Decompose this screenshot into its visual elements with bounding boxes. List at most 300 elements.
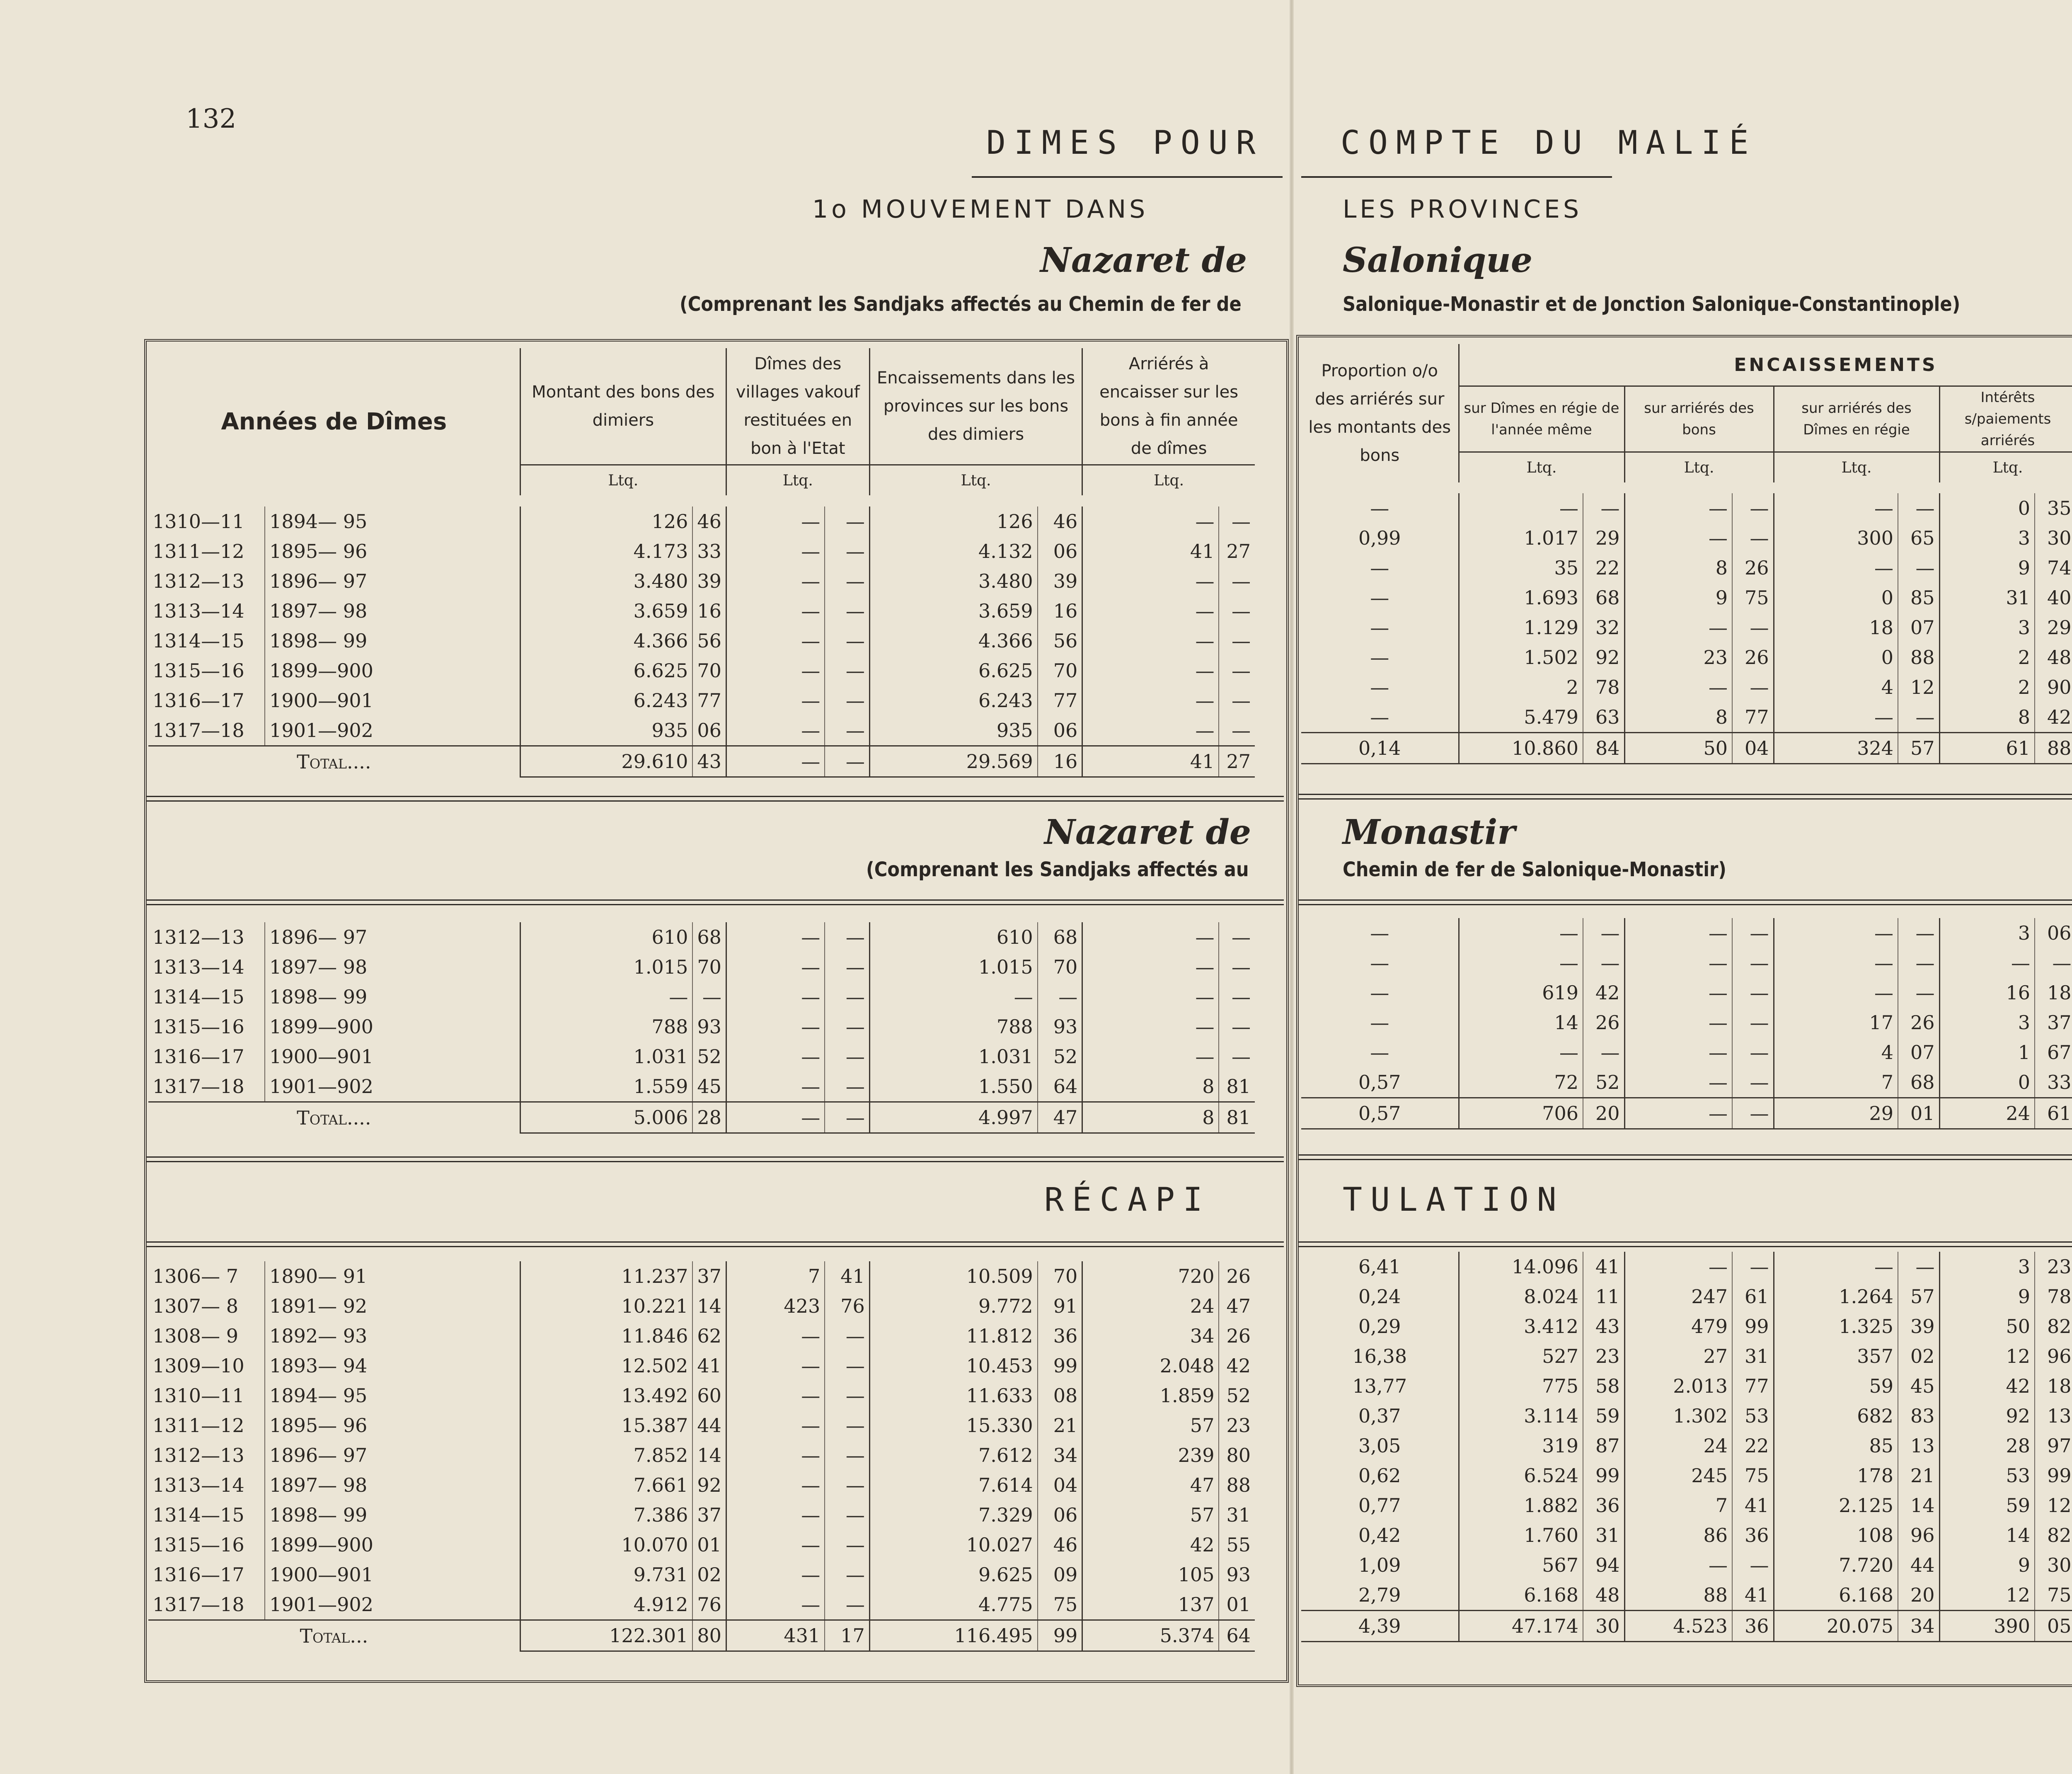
encaissement-ltq: 15.330 — [869, 1410, 1037, 1440]
arriere-pias: 88 — [1219, 1470, 1255, 1500]
arriere-pias: — — [1219, 982, 1255, 1012]
vakouf-ltq: — — [726, 1321, 825, 1351]
encaissement-ltq: 935 — [869, 715, 1037, 746]
encaissement-ltq: 1.015 — [869, 952, 1037, 982]
arriere-ltq: 34 — [1082, 1321, 1219, 1351]
vakouf-pias: — — [825, 922, 869, 952]
arriere-pias: 47 — [1219, 1291, 1255, 1321]
sur-dimes-ltq: — — [1459, 493, 1583, 523]
montant-pias: 16 — [692, 596, 726, 626]
table-row — [148, 1470, 1255, 1500]
interets-pias: 40 — [2035, 583, 2072, 613]
sur-dimes-pias: 32 — [1583, 613, 1624, 642]
arriere-total-pias: 64 — [1219, 1620, 1255, 1651]
sur-dimes-ltq: — — [1459, 1037, 1583, 1067]
sur-arrieres-dimes-total-pias: 01 — [1898, 1098, 1939, 1129]
encaissement-pias: — — [1038, 982, 1082, 1012]
unit-sur-arrieres-bons: Ltq. — [1624, 452, 1774, 483]
montant-ltq: 1.559 — [520, 1071, 692, 1102]
encaissement-pias: 70 — [1038, 1261, 1082, 1291]
montant-pias: — — [692, 982, 726, 1012]
interets-ltq: 3 — [1939, 523, 2035, 553]
gregorian-year: 1900—901 — [265, 686, 520, 715]
encaissement-pias: 16 — [1038, 596, 1082, 626]
hegira-year: 1316—17 — [152, 689, 244, 712]
interets-pias: 06 — [2035, 918, 2072, 948]
sur-dimes-pias: — — [1583, 493, 1624, 523]
interets-pias: 30 — [2035, 523, 2072, 553]
gregorian-year: 1897— 98 — [265, 952, 520, 982]
arriere-pias: — — [1219, 1042, 1255, 1071]
sur-arrieres-bons-pias: 53 — [1732, 1401, 1774, 1431]
divider-1-left — [147, 796, 1284, 802]
sur-arrieres-dimes-ltq: 17 — [1774, 1008, 1898, 1037]
table-row — [148, 1291, 1255, 1321]
montant-pias: 41 — [692, 1351, 726, 1381]
sur-arrieres-bons-ltq: 23 — [1624, 642, 1732, 672]
subtitle-left: 1o MOUVEMENT DANS — [812, 195, 1149, 224]
encaissement-ltq: 9.772 — [869, 1291, 1037, 1321]
encaissement-ltq: 1.550 — [869, 1071, 1037, 1102]
unit-encaissements: Ltq. — [869, 465, 1082, 496]
arriere-total-ltq: 5.374 — [1082, 1620, 1219, 1651]
montant-ltq: 935 — [520, 715, 692, 746]
montant-pias: 45 — [692, 1071, 726, 1102]
montant-ltq: 7.852 — [520, 1440, 692, 1470]
interets-pias: 74 — [2035, 553, 2072, 583]
sur-dimes-pias: — — [1583, 918, 1624, 948]
montant-pias: 56 — [692, 626, 726, 656]
table-row — [148, 1410, 1255, 1440]
sur-arrieres-bons-ltq: — — [1624, 493, 1732, 523]
sur-dimes-ltq: 1.017 — [1459, 523, 1583, 553]
vakouf-pias: — — [825, 1470, 869, 1500]
gregorian-year: 1896— 97 — [265, 1440, 520, 1470]
arriere-pias: — — [1219, 656, 1255, 686]
arriere-pias: 81 — [1219, 1071, 1255, 1102]
sur-arrieres-bons-pias: — — [1732, 948, 1774, 978]
arriere-pias: — — [1219, 686, 1255, 715]
arriere-ltq: — — [1082, 596, 1219, 626]
sur-arrieres-bons-pias: 99 — [1732, 1311, 1774, 1341]
sur-arrieres-bons-ltq: 479 — [1624, 1311, 1732, 1341]
hegira-year: 1313—14 — [152, 956, 244, 978]
table-row — [1301, 1431, 2072, 1461]
sur-arrieres-dimes-pias: 83 — [1898, 1401, 1939, 1431]
sur-arrieres-dimes-ltq: 0 — [1774, 583, 1898, 613]
montant-ltq: 13.492 — [520, 1381, 692, 1410]
gregorian-year: 1899—900 — [265, 1012, 520, 1042]
sur-dimes-pias: 92 — [1583, 642, 1624, 672]
sur-arrieres-bons-ltq: — — [1624, 523, 1732, 553]
table-row — [148, 536, 1255, 566]
sur-arrieres-bons-pias: 31 — [1732, 1341, 1774, 1371]
montant-ltq: 11.237 — [520, 1261, 692, 1291]
gregorian-year: 1891— 92 — [265, 1291, 520, 1321]
encaissement-ltq: 4.366 — [869, 626, 1037, 656]
sur-arrieres-dimes-pias: 13 — [1898, 1431, 1939, 1461]
hegira-year: 1312—13 — [152, 926, 244, 948]
vakouf-ltq: — — [726, 1410, 825, 1440]
table-row — [148, 1440, 1255, 1470]
arriere-ltq: 57 — [1082, 1410, 1219, 1440]
encaissement-ltq: 11.812 — [869, 1321, 1037, 1351]
interets-ltq: 9 — [1939, 553, 2035, 583]
sur-arrieres-dimes-ltq: — — [1774, 978, 1898, 1008]
montant-pias: 33 — [692, 536, 726, 566]
interets-ltq: 9 — [1939, 1550, 2035, 1580]
interets-pias: 42 — [2035, 702, 2072, 733]
proportion: — — [1370, 952, 1389, 974]
title-rule-right — [1301, 176, 1612, 178]
vakouf-total-ltq: — — [726, 746, 825, 777]
interets-pias: 82 — [2035, 1520, 2072, 1550]
table-row — [1301, 1037, 2072, 1067]
hegira-year: 1312—13 — [152, 1444, 244, 1466]
sur-dimes-pias: 63 — [1583, 702, 1624, 733]
sur-dimes-pias: 41 — [1583, 1252, 1624, 1282]
sur-dimes-pias: 11 — [1583, 1282, 1624, 1311]
sur-dimes-ltq: 1.502 — [1459, 642, 1583, 672]
interets-ltq: 31 — [1939, 583, 2035, 613]
sur-dimes-ltq: 567 — [1459, 1550, 1583, 1580]
montant-pias: 44 — [692, 1410, 726, 1440]
sur-arrieres-bons-ltq: 247 — [1624, 1282, 1732, 1311]
montant-ltq: 3.480 — [520, 566, 692, 596]
sur-dimes-pias: 48 — [1583, 1580, 1624, 1611]
table-row — [148, 715, 1255, 746]
arriere-total-ltq: 8 — [1082, 1102, 1219, 1133]
sur-arrieres-dimes-pias: — — [1898, 978, 1939, 1008]
sur-arrieres-dimes-pias: 57 — [1898, 1282, 1939, 1311]
sur-arrieres-bons-ltq: — — [1624, 948, 1732, 978]
sur-arrieres-dimes-pias: 44 — [1898, 1550, 1939, 1580]
encaissement-ltq: 7.614 — [869, 1470, 1037, 1500]
vakouf-pias: — — [825, 982, 869, 1012]
hegira-year: 1315—16 — [152, 1015, 244, 1038]
sur-dimes-ltq: 619 — [1459, 978, 1583, 1008]
sur-arrieres-dimes-total-pias: 34 — [1898, 1611, 1939, 1642]
sur-dimes-pias: — — [1583, 1037, 1624, 1067]
sur-arrieres-dimes-pias: 20 — [1898, 1580, 1939, 1611]
arriere-ltq: 2.048 — [1082, 1351, 1219, 1381]
monastir-note-right: Chemin de fer de Salonique-Monastir) — [1343, 858, 1727, 881]
encaissement-pias: 52 — [1038, 1042, 1082, 1071]
gregorian-year: 1898— 99 — [265, 626, 520, 656]
hegira-year: 1309—10 — [152, 1355, 244, 1377]
table-row — [1301, 1341, 2072, 1371]
interets-ltq: 12 — [1939, 1341, 2035, 1371]
proportion: 0,37 — [1358, 1405, 1401, 1427]
salonique-right-table — [1301, 493, 2072, 764]
sur-arrieres-bons-ltq: 8 — [1624, 702, 1732, 733]
arriere-ltq: — — [1082, 566, 1219, 596]
sur-dimes-pias: 26 — [1583, 1008, 1624, 1037]
sur-arrieres-bons-pias: 26 — [1732, 642, 1774, 672]
arriere-ltq: 239 — [1082, 1440, 1219, 1470]
table-row — [1301, 1371, 2072, 1401]
encaissement-ltq: 10.453 — [869, 1351, 1037, 1381]
sur-arrieres-dimes-pias: 07 — [1898, 1037, 1939, 1067]
sur-arrieres-dimes-ltq: 682 — [1774, 1401, 1898, 1431]
salonique-left-table — [148, 507, 1255, 778]
hegira-year: 1308— 9 — [152, 1325, 238, 1347]
sur-arrieres-bons-ltq: — — [1624, 1008, 1732, 1037]
gregorian-year: 1897— 98 — [265, 596, 520, 626]
arriere-ltq: 137 — [1082, 1590, 1219, 1620]
table-row — [148, 656, 1255, 686]
sur-dimes-pias: 68 — [1583, 583, 1624, 613]
sur-dimes-pias: 31 — [1583, 1520, 1624, 1550]
table-row — [148, 982, 1255, 1012]
sur-arrieres-dimes-pias: — — [1898, 553, 1939, 583]
vakouf-total-pias: — — [825, 746, 869, 777]
encaissement-pias: 77 — [1038, 686, 1082, 715]
table-row — [1301, 1252, 2072, 1282]
sur-dimes-pias: 58 — [1583, 1371, 1624, 1401]
montant-total-pias: 80 — [692, 1620, 726, 1651]
arriere-ltq: 8 — [1082, 1071, 1219, 1102]
arriere-ltq: — — [1082, 952, 1219, 982]
sur-arrieres-bons-total-ltq: 50 — [1624, 733, 1732, 764]
gregorian-year: 1894— 95 — [265, 1381, 520, 1410]
arriere-ltq: 105 — [1082, 1560, 1219, 1590]
sur-arrieres-dimes-total-ltq: 324 — [1774, 733, 1898, 764]
encaissement-pias: 70 — [1038, 656, 1082, 686]
gregorian-year: 1899—900 — [265, 1530, 520, 1560]
encaissement-pias: 70 — [1038, 952, 1082, 982]
interets-ltq: 0 — [1939, 1067, 2035, 1098]
monastir-note-left: (Comprenant les Sandjaks affectés au — [866, 858, 1249, 881]
unit-sur-dimes: Ltq. — [1459, 452, 1624, 483]
vakouf-ltq: — — [726, 566, 825, 596]
sur-arrieres-bons-ltq: 8 — [1624, 553, 1732, 583]
header-arrieres: Arriérés à encaisser sur les bons à fin année de dîmes — [1082, 348, 1255, 465]
sur-arrieres-dimes-pias: 68 — [1898, 1067, 1939, 1098]
encaissement-ltq: 788 — [869, 1012, 1037, 1042]
montant-total-ltq: 122.301 — [520, 1620, 692, 1651]
sur-dimes-ltq: 14.096 — [1459, 1252, 1583, 1282]
sur-arrieres-bons-ltq: — — [1624, 1067, 1732, 1098]
gregorian-year: 1895— 96 — [265, 536, 520, 566]
sur-arrieres-bons-pias: — — [1732, 523, 1774, 553]
table-row — [1301, 918, 2072, 948]
arriere-pias: — — [1219, 1012, 1255, 1042]
montant-total-pias: 28 — [692, 1102, 726, 1133]
left-page-number: 132 — [186, 104, 237, 134]
table-row — [148, 1012, 1255, 1042]
interets-pias: 99 — [2035, 1461, 2072, 1490]
table-row — [1301, 672, 2072, 702]
sur-dimes-pias: 99 — [1583, 1461, 1624, 1490]
arriere-ltq: 42 — [1082, 1530, 1219, 1560]
sur-arrieres-bons-pias: 75 — [1732, 583, 1774, 613]
encaissement-total-pias: 47 — [1038, 1102, 1082, 1133]
hegira-year: 1307— 8 — [152, 1295, 238, 1317]
sur-arrieres-dimes-ltq: 300 — [1774, 523, 1898, 553]
encaissement-pias: 46 — [1038, 507, 1082, 536]
sur-arrieres-dimes-ltq: 1.264 — [1774, 1282, 1898, 1311]
vakouf-pias: — — [825, 1590, 869, 1620]
sur-arrieres-bons-ltq: 1.302 — [1624, 1401, 1732, 1431]
sur-dimes-ltq: 527 — [1459, 1341, 1583, 1371]
table-row — [1301, 702, 2072, 733]
vakouf-ltq: — — [726, 1590, 825, 1620]
sur-arrieres-bons-pias: 36 — [1732, 1520, 1774, 1550]
sur-arrieres-dimes-pias: 14 — [1898, 1490, 1939, 1520]
vakouf-ltq: — — [726, 536, 825, 566]
vakouf-ltq: — — [726, 1042, 825, 1071]
table-row — [1301, 1282, 2072, 1311]
interets-pias: 23 — [2035, 1252, 2072, 1282]
sur-arrieres-dimes-pias: 07 — [1898, 613, 1939, 642]
sur-dimes-ltq: 775 — [1459, 1371, 1583, 1401]
arriere-pias: — — [1219, 922, 1255, 952]
sur-arrieres-bons-pias: — — [1732, 918, 1774, 948]
arriere-pias: — — [1219, 596, 1255, 626]
sur-dimes-pias: 23 — [1583, 1341, 1624, 1371]
total-label: Total... — [148, 1620, 520, 1651]
sur-arrieres-bons-total-pias: 04 — [1732, 733, 1774, 764]
vakouf-pias: — — [825, 536, 869, 566]
sur-arrieres-dimes-ltq: 59 — [1774, 1371, 1898, 1401]
interets-pias: 18 — [2035, 978, 2072, 1008]
interets-pias: 30 — [2035, 1550, 2072, 1580]
header-sur-dimes: sur Dîmes en régie de l'année même — [1459, 386, 1624, 452]
vakouf-pias: — — [825, 566, 869, 596]
interets-ltq: 3 — [1939, 918, 2035, 948]
interets-ltq: 0 — [1939, 493, 2035, 523]
gregorian-year: 1897— 98 — [265, 1470, 520, 1500]
table-row — [1301, 613, 2072, 642]
interets-pias: 82 — [2035, 1311, 2072, 1341]
arriere-pias: 31 — [1219, 1500, 1255, 1530]
unit-montant: Ltq. — [520, 465, 726, 496]
recap-right-table — [1301, 1252, 2072, 1642]
encaissement-pias: 06 — [1038, 715, 1082, 746]
gregorian-year: 1901—902 — [265, 1071, 520, 1102]
right-header-table — [1301, 344, 2072, 482]
interets-pias: 29 — [2035, 613, 2072, 642]
proportion: 13,77 — [1352, 1375, 1407, 1397]
montant-pias: 60 — [692, 1381, 726, 1410]
arriere-pias: 26 — [1219, 1321, 1255, 1351]
sur-arrieres-dimes-ltq: 108 — [1774, 1520, 1898, 1550]
sur-dimes-pias: 36 — [1583, 1490, 1624, 1520]
table-row — [148, 596, 1255, 626]
arriere-ltq: — — [1082, 922, 1219, 952]
encaissement-ltq: 4.132 — [869, 536, 1037, 566]
divider-1-right — [1299, 794, 2072, 800]
vakouf-ltq: — — [726, 715, 825, 746]
sur-arrieres-bons-ltq: — — [1624, 672, 1732, 702]
vakouf-ltq: — — [726, 1012, 825, 1042]
sur-dimes-ltq: 1.129 — [1459, 613, 1583, 642]
montant-pias: 77 — [692, 686, 726, 715]
proportion: 6,41 — [1358, 1255, 1401, 1278]
encaissement-total-ltq: 116.495 — [869, 1620, 1037, 1651]
sur-arrieres-dimes-pias: 02 — [1898, 1341, 1939, 1371]
page-fold — [1290, 0, 1294, 1774]
table-row — [1301, 583, 2072, 613]
sur-arrieres-bons-pias: 41 — [1732, 1490, 1774, 1520]
table-row — [148, 1261, 1255, 1291]
sur-arrieres-dimes-ltq: 1.325 — [1774, 1311, 1898, 1341]
montant-ltq: 4.912 — [520, 1590, 692, 1620]
sur-arrieres-dimes-pias: 12 — [1898, 672, 1939, 702]
arriere-ltq: — — [1082, 982, 1219, 1012]
gregorian-year: 1896— 97 — [265, 922, 520, 952]
montant-pias: 62 — [692, 1321, 726, 1351]
vakouf-ltq: — — [726, 1470, 825, 1500]
table-row — [1301, 1580, 2072, 1611]
interets-ltq: 28 — [1939, 1431, 2035, 1461]
interets-pias: 67 — [2035, 1037, 2072, 1067]
interets-pias: 13 — [2035, 1401, 2072, 1431]
interets-pias: 96 — [2035, 1341, 2072, 1371]
encaissement-ltq: 6.625 — [869, 656, 1037, 686]
montant-pias: 70 — [692, 952, 726, 982]
encaissement-pias: 39 — [1038, 566, 1082, 596]
vakouf-ltq: — — [726, 1560, 825, 1590]
sur-arrieres-dimes-ltq: 7.720 — [1774, 1550, 1898, 1580]
proportion: 16,38 — [1352, 1345, 1407, 1367]
sur-arrieres-bons-pias: — — [1732, 1008, 1774, 1037]
vakouf-total-pias: — — [825, 1102, 869, 1133]
montant-ltq: 3.659 — [520, 596, 692, 626]
sur-arrieres-dimes-ltq: 18 — [1774, 613, 1898, 642]
encaissement-pias: 09 — [1038, 1560, 1082, 1590]
sur-arrieres-dimes-total-pias: 57 — [1898, 733, 1939, 764]
interets-ltq: 50 — [1939, 1311, 2035, 1341]
encaissement-total-ltq: 29.569 — [869, 746, 1037, 777]
proportion: — — [1370, 557, 1389, 579]
sur-arrieres-dimes-ltq: 4 — [1774, 1037, 1898, 1067]
interets-pias: 37 — [2035, 1008, 2072, 1037]
salonique-note-right: Salonique-Monastir et de Jonction Salonique-Constantinople) — [1343, 293, 1961, 316]
montant-ltq: 126 — [520, 507, 692, 536]
monastir-right-table — [1301, 918, 2072, 1129]
hegira-year: 1314—15 — [152, 630, 244, 652]
proportion: — — [1370, 616, 1389, 639]
proportion: 0,29 — [1358, 1315, 1401, 1338]
table-row — [1301, 978, 2072, 1008]
sur-arrieres-bons-ltq: 245 — [1624, 1461, 1732, 1490]
vakouf-ltq: — — [726, 596, 825, 626]
divider-2-right — [1299, 1154, 2072, 1160]
sur-arrieres-bons-pias: — — [1732, 1550, 1774, 1580]
sur-arrieres-bons-pias: — — [1732, 1252, 1774, 1282]
interets-total-ltq: 61 — [1939, 733, 2035, 764]
sur-dimes-ltq: 3.114 — [1459, 1401, 1583, 1431]
sur-dimes-ltq: 14 — [1459, 1008, 1583, 1037]
encaissement-ltq: 4.775 — [869, 1590, 1037, 1620]
sur-arrieres-dimes-pias: 39 — [1898, 1311, 1939, 1341]
vakouf-ltq: — — [726, 1440, 825, 1470]
sur-arrieres-dimes-ltq: — — [1774, 553, 1898, 583]
interets-ltq: 2 — [1939, 672, 2035, 702]
encaissement-pias: 06 — [1038, 1500, 1082, 1530]
sur-dimes-ltq: — — [1459, 948, 1583, 978]
proportion: — — [1370, 1011, 1389, 1034]
encaissement-pias: 75 — [1038, 1590, 1082, 1620]
montant-ltq: 10.221 — [520, 1291, 692, 1321]
header-encaissements-dans: Encaissements dans les provinces sur les bons des dimiers — [869, 348, 1082, 465]
vakouf-pias: — — [825, 656, 869, 686]
table-row — [1301, 1490, 2072, 1520]
sur-arrieres-dimes-pias: — — [1898, 493, 1939, 523]
interets-total-ltq: 24 — [1939, 1098, 2035, 1129]
